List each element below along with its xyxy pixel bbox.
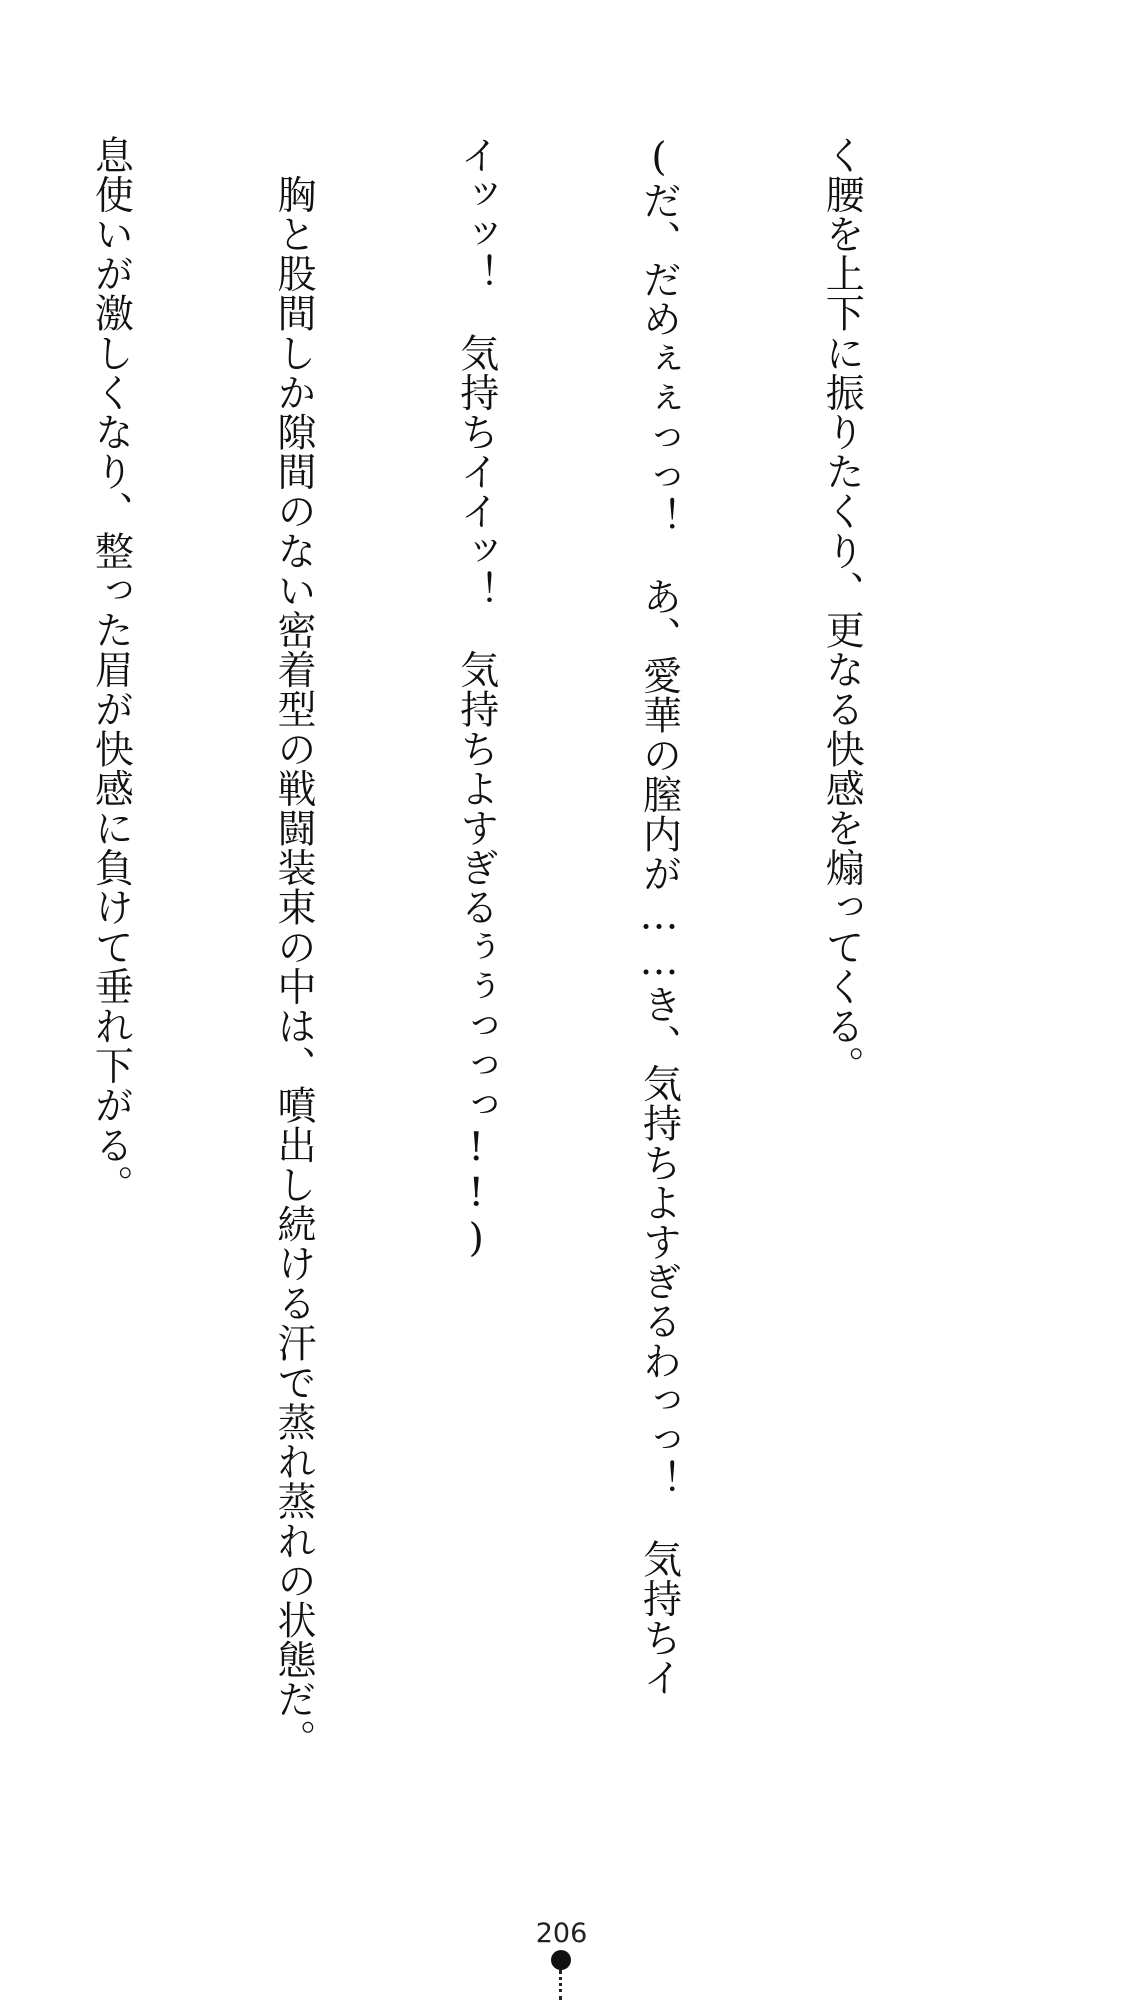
bookmark-dot-icon (551, 1950, 571, 1970)
vertical-text-body (88, 135, 993, 1759)
bookmark-string (559, 1970, 562, 2000)
text-line: (だ、だめぇぇっっ！ あ、愛華の膣内が……き、気持ちよすぎるわっっ！ 気持ちイ (636, 135, 682, 1698)
text-line: 息使いが激しくなり、整った眉が快感に負けて垂れ下がる。 (88, 135, 134, 1205)
text-line: く腰を上下に振りたくり、更なる快感を煽ってくる。 (819, 135, 865, 1086)
text-line: 胸と股間しか隙間のない密着型の戦闘装束の中は、噴出し続ける汗で蒸れ蒸れの状態だ。 (271, 135, 317, 1759)
page-number: 206 (535, 1918, 588, 1949)
text-line: イッッ！ 気持ちイイッ！ 気持ちよすぎるぅぅっっっ!!) (453, 135, 499, 1262)
